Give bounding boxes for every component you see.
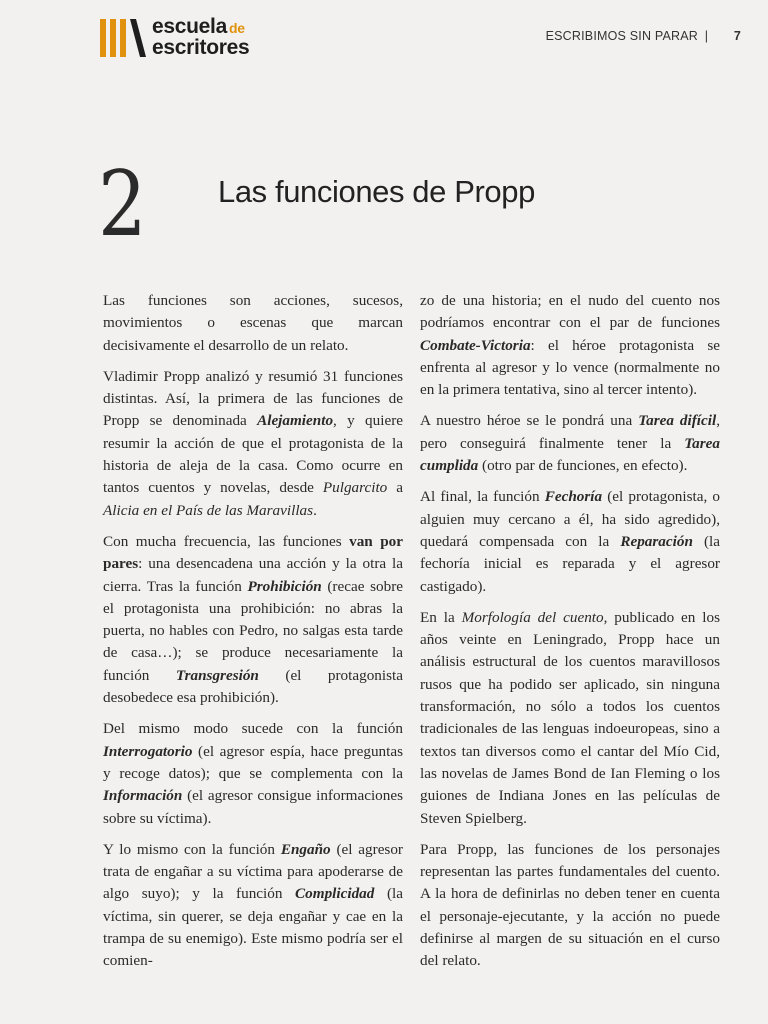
paragraph-2: Vladimir Propp analizó y resumió 31 funciones distintas. Así, la primera de las funciones de Propp se denominada Alejamiento, y quiere resumir la acción de que el protagonista de la historia de aleja de la casa. Como ocurre en tantos cuentos y novelas, desde Pulgarcito a Alicia en el País de las Maravillas. [103, 367, 403, 519]
paragraph-5: Y lo mismo con la función Engaño (el agresor trata de engañar a su víctima para apoderarse de algo suyo); y la función Complicidad (la víctima, sin querer, se deja engañar y cae en la trampa de su enemigo). Este mismo podría ser el comien- [103, 840, 403, 970]
chapter-title: Las funciones de Propp [218, 174, 535, 209]
paragraph-6: A nuestro héroe se le pondrá una Tarea difícil, pero conseguirá finalmente tener la Tarea cumplida (otro par de funciones, en efecto). [420, 412, 720, 475]
logo-bars-icon [100, 19, 146, 57]
right-column [420, 290, 720, 982]
logo-line2: escritores [152, 36, 250, 59]
running-head-text: ESCRIBIMOS SIN PARAR [545, 29, 699, 43]
paragraph-7: Al final, la función Fechoría (el protagonista, o alguien muy cercano a él, ha sido agredido), quedará compensada con la Reparación (la fechoría inicial es reparada y el agresor castigado). [420, 488, 720, 595]
running-head-separator: | [704, 29, 709, 43]
escuela-de-escritores-logo [100, 17, 300, 59]
paragraph-3: Con mucha frecuencia, las funciones van por pares: una desencadena una acción y la otra la cierra. Tras la función Prohibición (recae sobre el protagonista una prohibición: no abras la puerta, no hables con Pedro, no salgas esta tarde de casa…); se produce necesariamente la función Transgresión (el protagonista desobedece esa prohibición). [103, 532, 403, 707]
paragraph-4: Del mismo modo sucede con la función Interrogatorio (el agresor espía, hace preguntas y recoge datos); que se complementa con la Información (el agresor consigue informaciones sobre su víctima). [103, 720, 403, 827]
paragraph-5-continued: zo de una historia; en el nudo del cuento nos podríamos encontrar con el par de funciones Combate-Victoria: el héroe protagonista se enfrenta al agresor y lo vence (normalmente no en la primera tentativa, sino al tercer intento). [420, 292, 720, 399]
chapter-number: 2 [98, 152, 144, 257]
paragraph-1: Las funciones son acciones, sucesos, movimientos o escenas que marcan decisivamente el desarrollo de un relato. [103, 292, 403, 354]
left-column [103, 290, 403, 982]
logo-wordmark [152, 17, 249, 57]
paragraph-9: Para Propp, las funciones de los personajes representan las partes fundamentales del cuento. A la hora de definirlas no deben tener en cuenta el personaje-ejecutante, y la acción no puede definirse al margen de su situación en el curso del relato. [420, 840, 720, 970]
page-number: 7 [733, 29, 741, 43]
paragraph-8: En la Morfología del cuento, publicado en los años veinte en Leningrado, Propp hace un análisis estructural de los cuentos maravillosos rusos que ha podido ser aplicado, sin ninguna transformación, no sólo a todos los cuentos tradicionales de las lenguas indoeuropeas, sino a textos tan diversos como el cantar del Mío Cid, las novelas de James Bond de Ian Fleming o los guiones de Indiana Jones en las películas de Steven Spielberg. [420, 608, 720, 827]
logo-de: de [228, 20, 245, 36]
page-header [0, 0, 768, 70]
running-head [546, 29, 741, 43]
logo-line1: escuela [152, 15, 227, 38]
